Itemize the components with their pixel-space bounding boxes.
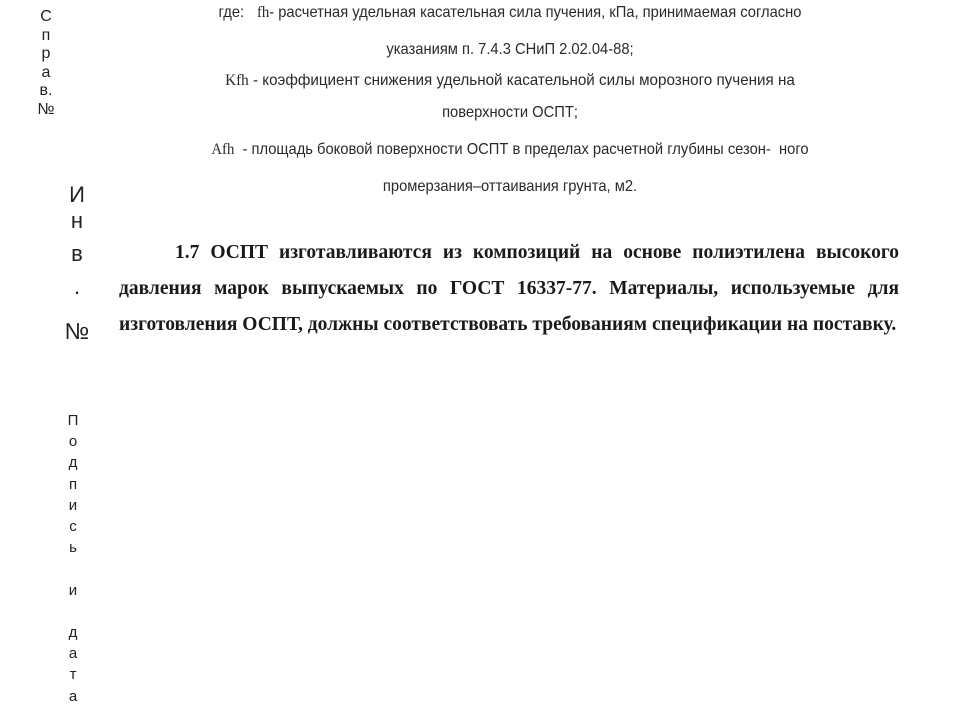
definition-kfh-continued: поверхности ОСПТ;	[442, 104, 578, 121]
margin-letter: д	[68, 454, 78, 472]
definition-fh-text: - расчетная удельная касательная сила пучения, кПа, принимаемая согласно	[269, 4, 802, 21]
paragraph-1-7-text: 1.7 ОСПТ изготавливаются из композиций на основе полиэтилена высокого давления марок выпускаемых по ГОСТ 16337-77. Материалы, используемые для изготовления ОСПТ, должны соответствовать требованиям спецификации на поставку.	[119, 242, 899, 335]
margin-letter: в	[71, 241, 83, 266]
symbol-kfh: Kfh	[225, 72, 249, 89]
margin-letter: о	[68, 433, 78, 451]
definition-kfh	[140, 72, 881, 90]
margin-letter: И	[69, 182, 85, 207]
margin-letter: П	[67, 412, 79, 429]
margin-letter: а	[68, 645, 78, 663]
margin-letter: д	[68, 624, 78, 642]
margin-letter: т	[69, 666, 77, 684]
definition-afh-text: - площадь боковой поверхности ОСПТ в пределах расчетной глубины сезон- ного	[234, 141, 809, 158]
margin-letter: в.	[39, 82, 53, 99]
definition-afh	[151, 141, 869, 159]
margin-sprav-label	[34, 8, 58, 119]
margin-letter: а	[68, 687, 78, 705]
margin-letter: н	[70, 208, 84, 233]
margin-letter: и	[68, 581, 78, 599]
symbol-afh: Afh	[211, 141, 235, 158]
margin-letter: р	[41, 45, 51, 62]
margin-letter: а	[41, 63, 51, 81]
margin-letter: №	[37, 100, 55, 118]
margin-letter	[71, 558, 75, 579]
margin-letter: п	[41, 26, 51, 44]
margin-letter: ь	[69, 539, 77, 557]
margin-letter: .	[73, 274, 81, 299]
definition-afh-continued: промерзания–оттаивания грунта, м2.	[382, 178, 638, 195]
margin-letter	[71, 601, 75, 622]
paragraph-1-7	[119, 235, 899, 343]
margin-podpis-label	[62, 410, 84, 707]
margin-letter: с	[69, 518, 77, 536]
margin-letter: С	[40, 8, 52, 25]
symbol-fh: fh	[256, 4, 270, 21]
margin-letter: и	[68, 496, 78, 514]
definition-fh-continued: указаниям п. 7.4.3 СНиП 2.02.04-88;	[386, 41, 634, 58]
margin-letter: п	[68, 475, 78, 493]
definition-fh	[151, 4, 869, 22]
where-label: где:	[218, 4, 245, 21]
margin-inv-label	[62, 184, 92, 364]
margin-letter: №	[64, 318, 90, 344]
definition-kfh-text: - коэффициент снижения удельной касательной силы морозного пучения на	[248, 72, 795, 89]
